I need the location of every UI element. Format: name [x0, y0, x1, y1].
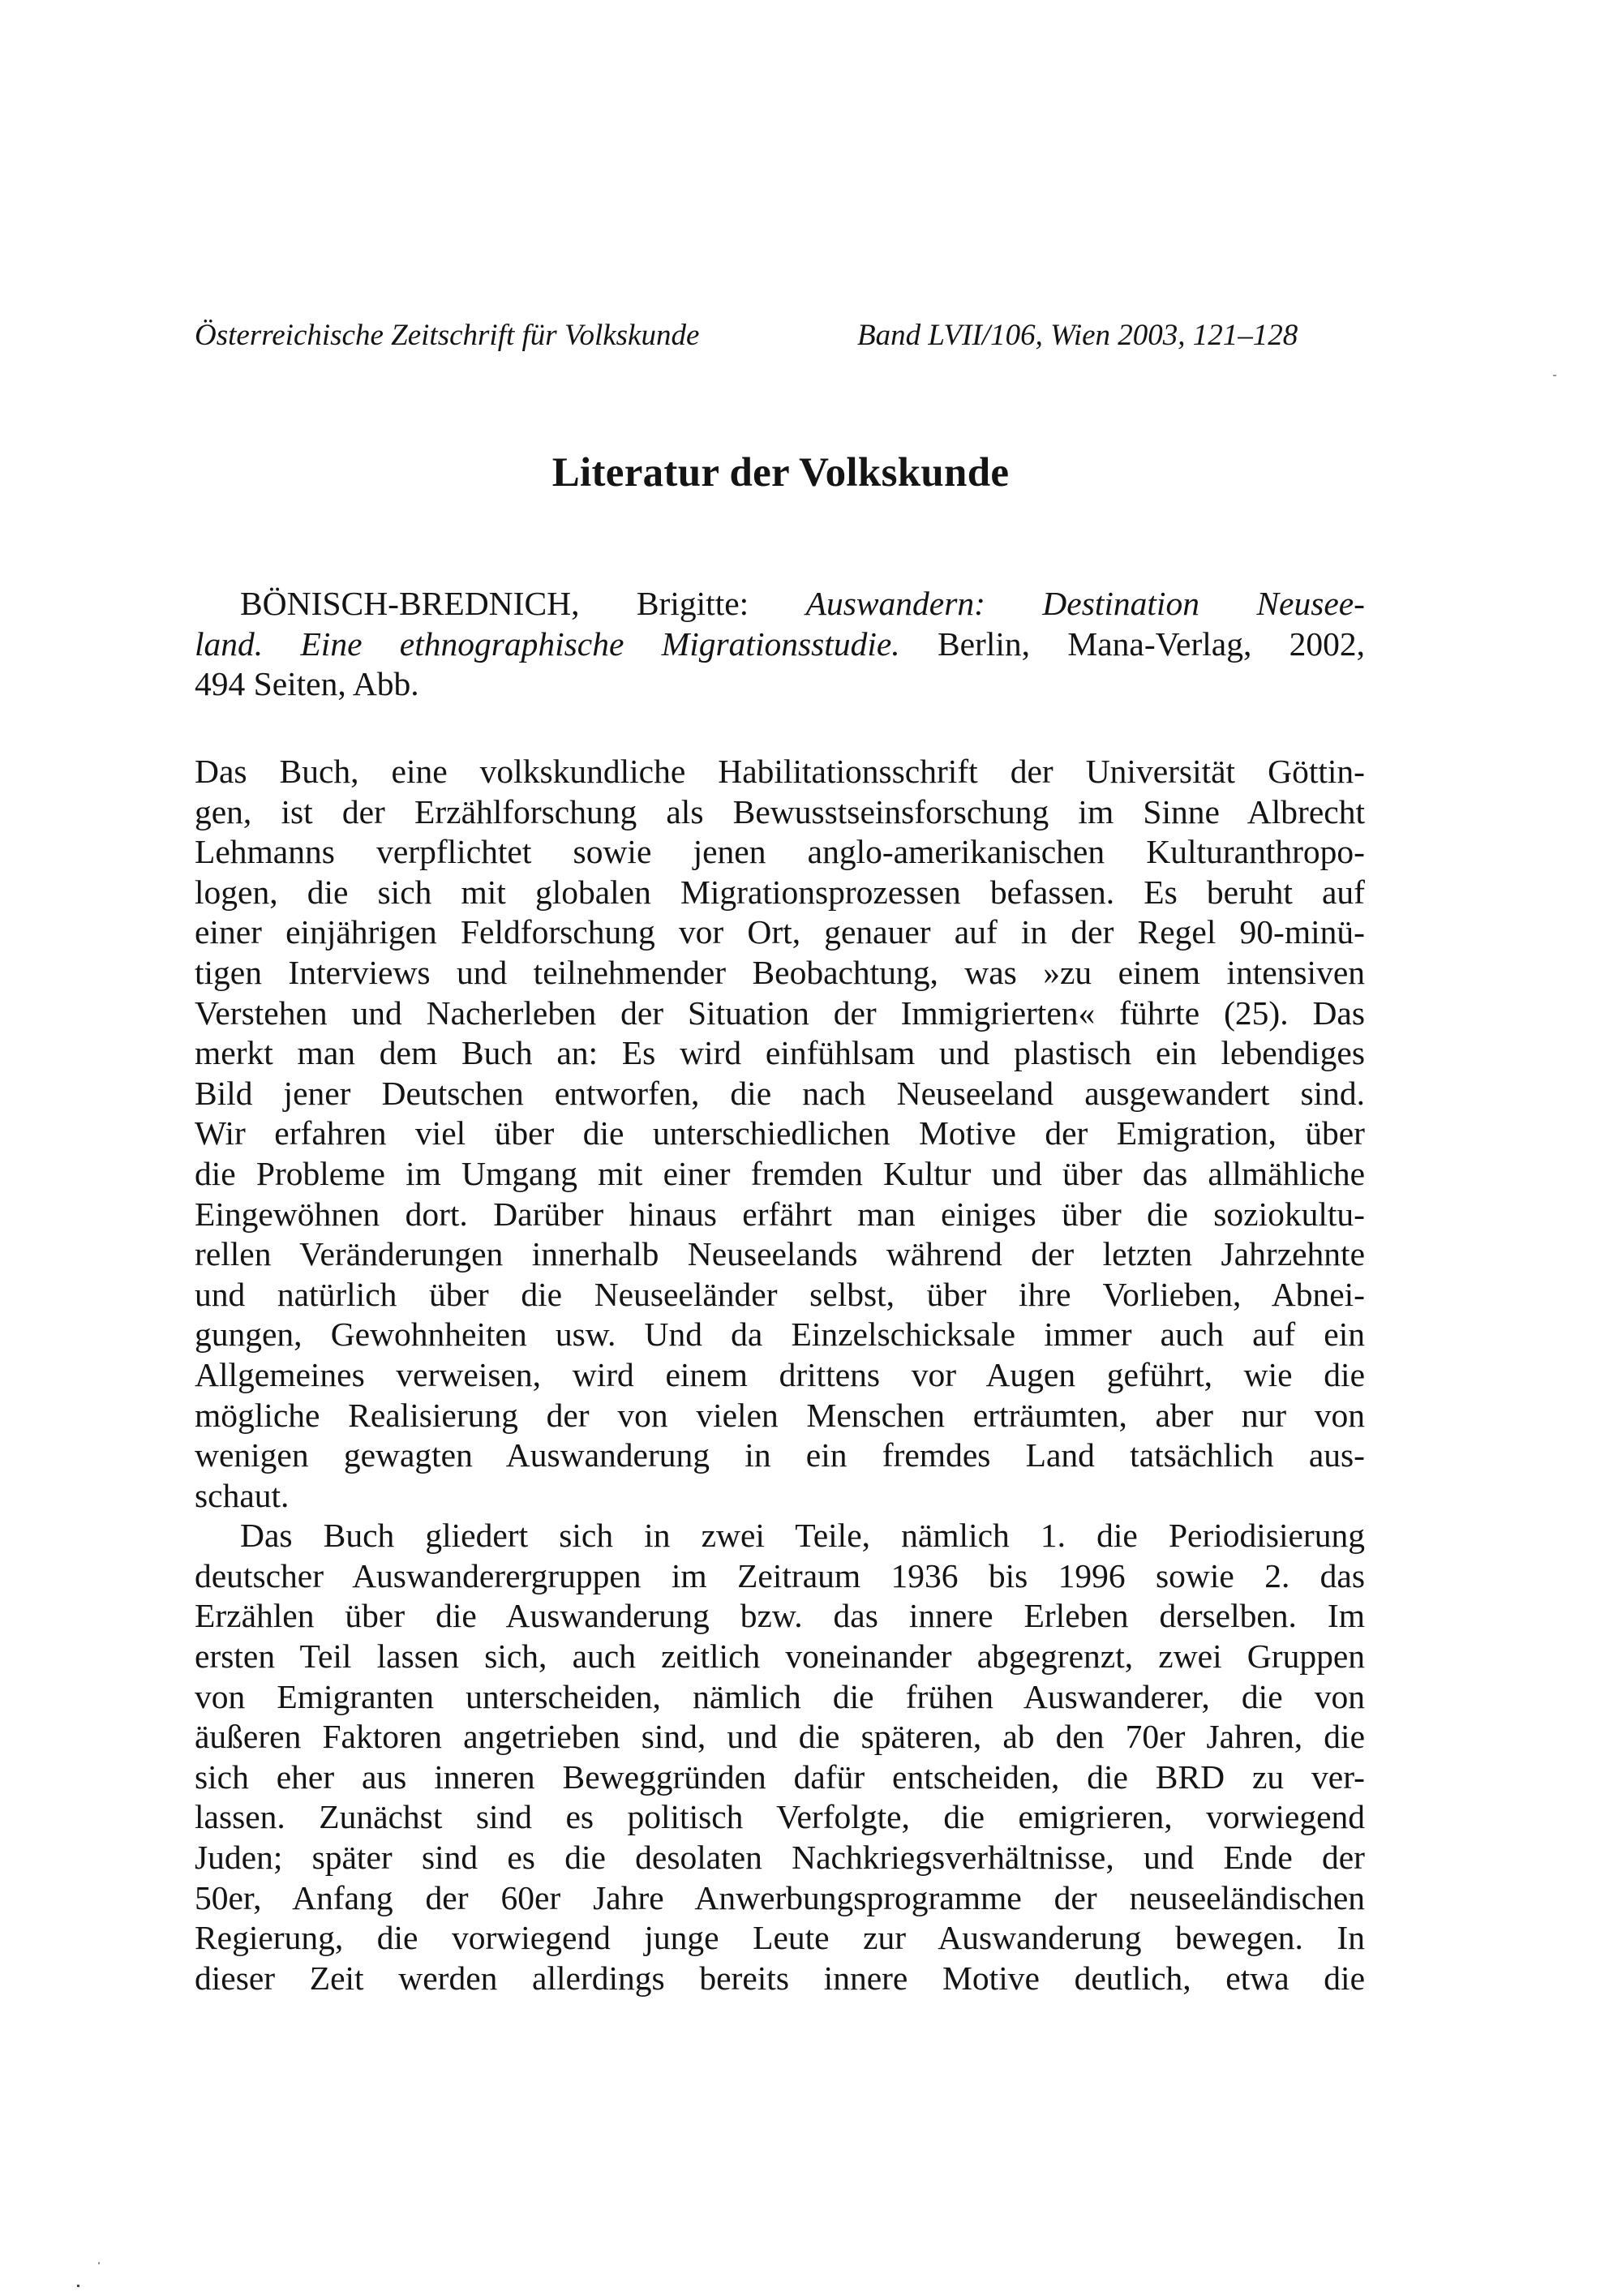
body-line: tigen Interviews und teilnehmender Beobachtung, was »zu einem intensiven [195, 953, 1365, 991]
body-line: 50er, Anfang der 60er Jahre Anwerbungsprogramme der neuseeländischen [195, 1878, 1365, 1916]
scan-artifact [1553, 375, 1556, 376]
body-line: Eingewöhnen dort. Darüber hinaus erfährt man einiges über die soziokultu- [195, 1195, 1365, 1233]
running-head [195, 311, 1367, 360]
section-title: Literatur der Volkskunde [551, 450, 1010, 496]
scan-artifact [98, 2262, 100, 2264]
scan-artifact [77, 2285, 79, 2287]
body-line: Juden; später sind es die desolaten Nachkriegsverhältnisse, und Ende der [195, 1839, 1365, 1877]
bib-extent: 494 Seiten, Abb. [195, 665, 419, 703]
body-line: die Probleme im Umgang mit einer fremden Kultur und über das allmähliche [195, 1154, 1365, 1192]
body-line: lassen. Zunächst sind es politisch Verfolgte, die emigrieren, vorwiegend [195, 1798, 1365, 1836]
journal-name: Österreichische Zeitschrift für Volkskunde [195, 319, 700, 352]
body-line: dieser Zeit werden allerdings bereits innere Motive deutlich, etwa die [195, 1959, 1365, 1997]
body-line: Das Buch, eine volkskundliche Habilitationsschrift der Universität Göttin- [195, 753, 1365, 790]
body-line: Bild jener Deutschen entworfen, die nach Neuseeland ausgewandert sind. [195, 1074, 1365, 1112]
body-line: deutscher Auswanderergruppen im Zeitraum 1936 bis 1996 sowie 2. das [195, 1556, 1365, 1594]
body-line: mögliche Realisierung der von vielen Menschen erträumten, aber nur von [195, 1396, 1365, 1434]
body-line: schaut. [195, 1476, 290, 1514]
paragraph-1 [195, 752, 1365, 1516]
bib-line-1 [195, 584, 1365, 624]
body-line: rellen Veränderungen innerhalb Neuseelands während der letzten Jahrzehnte [195, 1235, 1365, 1273]
body-line: logen, die sich mit globalen Migrationsprozessen befassen. Es beruht auf [195, 873, 1365, 911]
bib-title-part-2: land. Eine ethnographische Migrationsstudie. [195, 624, 900, 663]
bib-publisher: Berlin, Mana-Verlag, 2002, [937, 624, 1365, 663]
body-line: Allgemeines verweisen, wird einem drittens vor Augen geführt, wie die [195, 1355, 1365, 1393]
body-line: von Emigranten unterscheiden, nämlich die frühen Auswanderer, die von [195, 1677, 1365, 1715]
body-line: äußeren Faktoren angetrieben sind, und die späteren, ab den 70er Jahren, die [195, 1718, 1365, 1756]
body-line: einer einjährigen Feldforschung vor Ort, genauer auf in der Regel 90-minü- [195, 913, 1365, 951]
volume-info: Band LVII/106, Wien 2003, 121–128 [857, 319, 1298, 352]
body-line: merkt man dem Buch an: Es wird einfühlsam und plastisch ein lebendiges [195, 1034, 1365, 1072]
body-line: und natürlich über die Neuseeländer selbst, über ihre Vorlieben, Abnei- [195, 1275, 1365, 1313]
review-body [195, 752, 1365, 1998]
body-line: Verstehen und Nacherleben der Situation der Immigrierten« führte (25). Das [195, 994, 1365, 1032]
body-line: sich eher aus inneren Beweggründen dafür entscheiden, die BRD zu ver- [195, 1757, 1365, 1796]
body-line: Regierung, die vorwiegend junge Leute zur Auswanderung bewegen. In [195, 1919, 1365, 1957]
body-line: Wir erfahren viel über die unterschiedlichen Motive der Emigration, über [195, 1114, 1365, 1152]
body-line: ersten Teil lassen sich, auch zeitlich voneinander abgegrenzt, zwei Gruppen [195, 1637, 1365, 1676]
bibliographic-entry [195, 584, 1365, 705]
body-line: gen, ist der Erzählforschung als Bewusstseinsforschung im Sinne Albrecht [195, 792, 1365, 830]
body-line: Das Buch gliedert sich in zwei Teile, nämlich 1. die Periodisierung [240, 1517, 1365, 1555]
body-line: gungen, Gewohnheiten usw. Und da Einzelschicksale immer auch auf ein [195, 1315, 1365, 1354]
body-line: Lehmanns verpflichtet sowie jenen anglo-amerikanischen Kulturanthropo- [195, 833, 1365, 871]
bib-author: BÖNISCH-BREDNICH, Brigitte: [240, 585, 749, 622]
paragraph-2 [195, 1516, 1365, 1998]
body-line: wenigen gewagten Auswanderung in ein fremdes Land tatsächlich aus- [195, 1436, 1365, 1474]
bib-line-2 [195, 624, 1365, 665]
bib-title-part-1: Auswandern: Destination Neusee- [805, 585, 1366, 622]
body-line: Erzählen über die Auswanderung bzw. das innere Erleben derselben. Im [195, 1597, 1365, 1635]
